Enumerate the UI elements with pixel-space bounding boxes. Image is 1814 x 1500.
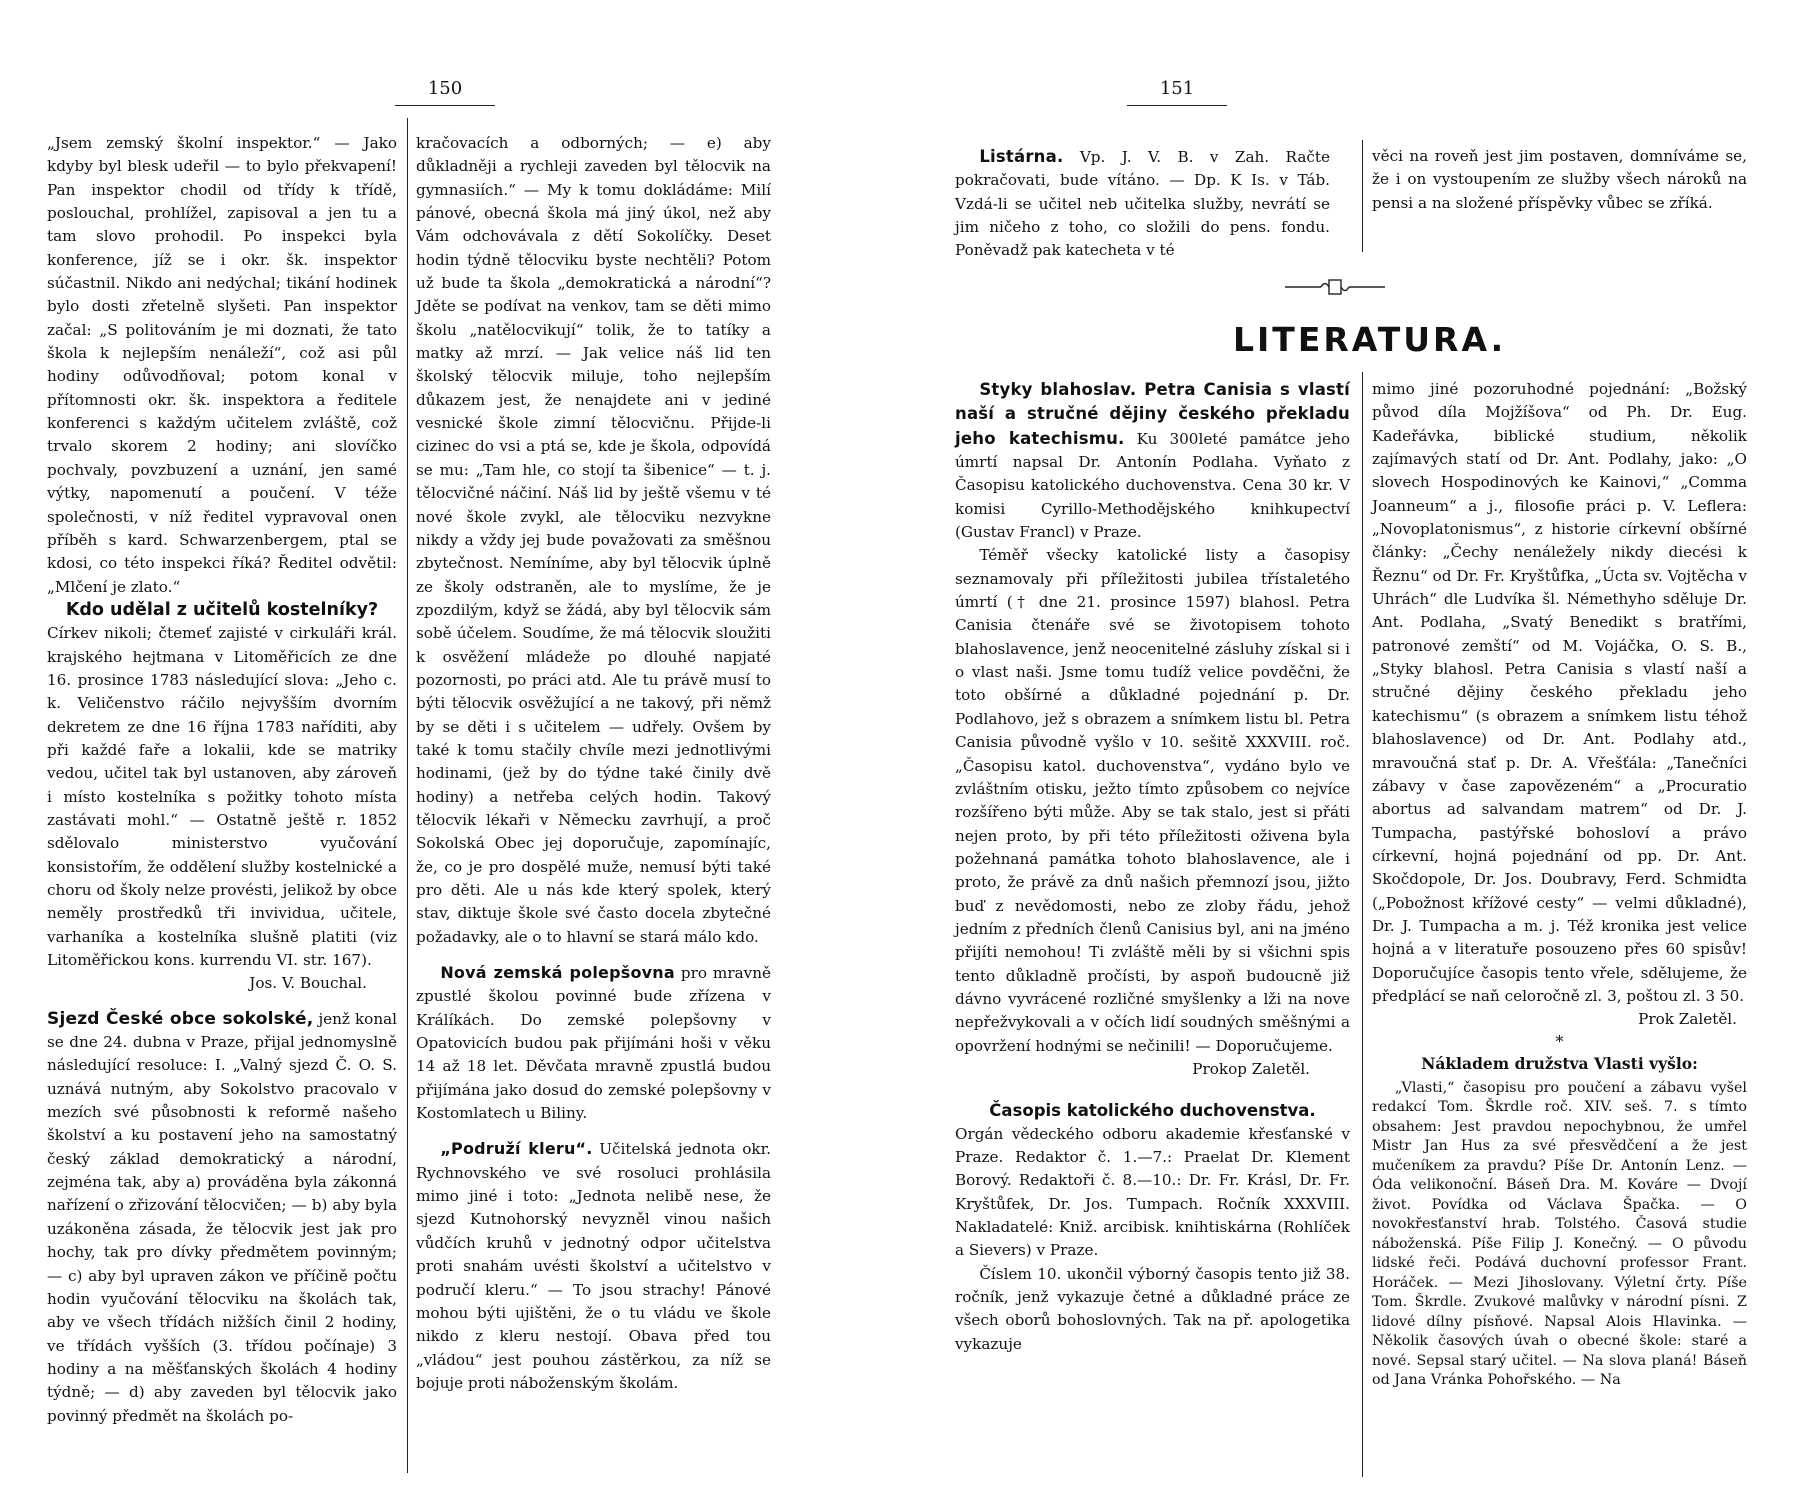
paragraph-listarna-text: Vp. J. V. B. v Zah. Račte pokračovati, bude vítáno. — Dp. K Is. v Táb. Vzdá-li se učitel neb učitelka služby, nevrátí se jim ničeho z toho, co složili do pens. fondu. Poněvadž pak katecheta v té (955, 148, 1330, 260)
column-divider (1362, 140, 1363, 252)
paragraph-vlasti: „Vlasti,“ časopisu pro poučení a zábavu vyšel redakcí Tom. Škrdle roč. XIV. seš. 7. s tímto obsahem: Jest pravdou nepochybnou, že umřel Mistr Jan Hus za své přesvědčení a že jest mučeníkem za pravdu? Píše Dr. Antonín Lenz. — Óda velikonoční. Báseň Dra. M. Kováre — Dvojí život. Povídka od Václava Špačka. — O novokřesťanství hrab. Tolstého. Časová studie náboženská. Píše Filip J. Konečný. — O původu lidské řeči. Podává duchovní professor Frant. Horáček. — Mezi Jihoslovany. Výletní črty. Píše Tom. Škrdle. Zvukové malůvky v národní písni. Z lidové dílny písňové. Napsal Alois Hlavinka. — Několik časových úvah o obecné škole: staré a nové. Sepsal starý učitel. — Na slova planá! Báseň od Jana Vránka Pohořského. — Na (1372, 1079, 1747, 1389)
paragraph-canisius-review: Téměř všecky katolické listy a časopisy seznamovaly při příležitosti jubilea třístaletého úmrtí († dne 21. prosince 1597) blahosl. Petra Canisia čtenáře své se životopisem tohoto blahoslavence, jenž neocenitelné zásluhy získal si i o vlast naši. Jsme tomu tudíž velice povděčni, že toto obšírné a důkladné pojednání p. Dr. Podlahovo, jež s obrazem a snímkem listu bl. Petra Canisia původně vyšlo v 10. sešitě XXXVIII. roč. „Časopisu katol. duchovenstva“, vydáno bylo ve zvláštním otisku, ježto tímto způsobem co nejvíce rozšířeno býti může. Aby se tak stalo, jest si přáti nejen proto, by při této příležitosti oživena byla požehnaná památka tohoto blahoslavence, ale i proto, že právě za dnů našich přemnozí jsou, jižto buď z nevědomosti, nebo ze zloby řádu, jehož jedním z předních členů Canisius byl, ani na jméno přijíti nemohou! Ti zvláště měli by si všichni spis tento důkladně pročísti, by aspoň budoucně již dávno vyvrácené rozličné smyšlenky a lži na nove nepřežvykovali a v očích lidí soudných směšnými a opovržení hodnými se nečinili! — Doporučujeme. (955, 546, 1350, 1055)
spacer (416, 1125, 771, 1137)
paragraph-sokol-text: jenž konal se dne 24. dubna v Praze, přijal jednomyslně následující resoluce: I. „Valný sjezd Č. O. S. uznává nutným, aby Sokolstvo pracovalo v mezích své působnosti k reformě našeho školství a ku postavení jeho na samostatný český základ demokratický a národní, zejména tak, aby a) prováděna byla zákonná nařízení o zřizování tělocvičen; — b) aby byla uzákoněna zásada, že tělocvik jest jak pro hochy, tak pro dívky předmětem povinným; — c) aby byl upraven zákon ve příčině počtu hodin vyučování tělocviku na školách tak, aby ve všech třídách nižších činil 2 hodiny, ve třídách vyšších (3. třídou počínaje) 3 hodiny a na měšťanských školách 4 hodiny týdně; — d) aby zaveden byl tělocvik jako povinný předmět na školách po- (47, 1009, 398, 1425)
paragraph-casopis-review: Číslem 10. ukončil výborný časopis tento již 38. ročník, jenž vykazuje četné a důkladné práce ze všech oborů bohoslovných. Tak na př. apologetika vykazuje (955, 1264, 1350, 1353)
heading-naklad: Nákladem družstva Vlasti vyšlo: (1421, 1053, 1698, 1073)
paragraph-canisius-intro: Ku 300leté památce jeho úmrtí napsal Dr. Antonín Podlaha. Vyňato z Časopisu katolického duchovenstva. Cena 30 kr. V komisi Cyrillo-Methodějského knihkupectví (Gustav Francl) v Praze. (955, 429, 1351, 542)
signature-zaletel: Prokop Zaletěl. (1192, 1059, 1310, 1078)
heading-sokol: Sjezd České obce sokolské, (47, 1008, 314, 1029)
paragraph-inspector: „Jsem zemský školní inspektor.“ — Jako kdyby byl blesk udeřil — to bylo překvapení! Pan inspektor chodil od třídy k třídě, poslouchal, prohlížel, zapisoval a jen tu a tam slovo prohodil. Po inspekci byla konference, jíž se i okr. šk. inspektor súčastnil. Nikdo ani nedýchal; tikání hodinek bylo dosti zřetelně slyšeti. Pan inspektor začal: „S politováním je mi doznati, že tato škola k nejlepším nenáleží“, což asi půl hodiny odůvodňoval; potom konal v přítomnosti okr. šk. inspektora a ředitele konferenci s každým učitelem zvláště, což trvalo skorem 2 hodiny; ani slovíčko pochvaly, povzbuzení a uznání, jen samé výtky, napomenutí a poučení. V téže společnosti, v níž ředitel vypravoval onen příběh s kard. Schwarzenbergem, ptal se kdosi, co této inspekci říká? Ředitel odvětil: „Mlčení je zlato.“ (47, 134, 397, 596)
spacer (955, 1081, 1350, 1099)
heading-podruzi: „Podruží kleru“. (440, 1139, 593, 1159)
heading-kostelniky: Kdo udělal z učitelů kostelníky? (65, 599, 379, 620)
right-column-2 (1372, 378, 1747, 1391)
heading-canisius: Styky blahoslav. Petra Canisia s vlastí naší a stručné dějiny českého překladu jeho katechismu. (955, 380, 1350, 448)
column-divider (407, 118, 408, 1473)
listarna-column-1 (955, 145, 1330, 263)
paragraph-canisius (955, 378, 1350, 544)
paragraph-sokol (47, 1008, 397, 1428)
heading-polepsovna: Nová zemská polepšovna (440, 963, 675, 983)
paragraph-podruzi (416, 1137, 771, 1395)
signature-bouchal: Jos. V. Bouchal. (249, 974, 367, 993)
asterisk-separator: * (1555, 1031, 1564, 1051)
spacer (416, 949, 771, 961)
spacer (47, 996, 397, 1008)
paragraph-polepsovna-text: pro mravně zpustlé školou povinné bude zřízena v Králíkách. Do zemské polepšovny v Opatovicích budou pak přijímáni hoši v věku 14 až 18 let. Děvčata mravně zpustlá budou přijímána jako dosud do zemské polepšovny v Kostomlatech u Biliny. (416, 964, 771, 1123)
paragraph-listarna (955, 145, 1330, 263)
signature-prok-zaletel: Prok Zaletěl. (1638, 1010, 1737, 1029)
section-title-literatura: LITERATURA. (1233, 320, 1507, 359)
paragraph-listarna-cont: věci na roveň jest jim postaven, domníváme se, že i on vystoupením ze služby všech nároků na pensi a na složené příspěvky vůbec se zříká. (1372, 147, 1747, 212)
ornament-divider (1285, 276, 1385, 298)
paragraph-casopis: Orgán vědeckého odboru akademie křesťanské v Praze. Redaktor č. 1.—7.: Praelat Dr. Klement Borový. Redaktoři č. 8.—10.: Dr. Fr. Krásl, Dr. Fr. Kryštůfek, Dr. Jos. Tumpach. Ročník XXXVIII. Nakladatelé: Kniž. arcibisk. knihtiskárna (Rohlíček a Sievers) v Praze. (955, 1124, 1350, 1260)
paragraph-casopis-cont: mimo jiné pozoruhodné pojednání: „Božský původ díla Mojžíšova“ od Ph. Dr. Eug. Kadeřávka, biblické studium, několik zajímavých statí od Dr. Ant. Podlahy, jako: „O slovech Hospodinových ke Kainovi,“ „Comma Joanneum“ a j., filosofie práci p. V. Leflera: „Novoplatonismus“, z historie církevní obšírné články: „Čechy nenáležely nikdy diecési k Řeznu“ od Dr. Fr. Kryštůfka, „Úcta sv. Vojtěcha v Uhrách“ dle Ludvíka šl. Némethyho sděluje Dr. Ant. Podlaha, „Svatý Benedikt s bratřími, patronové zemští“ od M. Vojáčka, O. S. B., „Styky blahosl. Petra Canisia s vlastí naší a stručné dějiny českého překladu jeho katechismu“ (s obrazem a snímkem listu téhož blahoslavence) od Dr. Ant. Podlahy atd., mravoučná stať p. Dr. A. Vřešťála: „Tanečníci zábavy v čase zapovězeném“ a „Procuratio abortus ad salvandam matrem“ od Dr. J. Tumpacha, pastýřské bohosloví a právo církevní, hojná pojednání od pp. Dr. Ant. Skočdopole, Dr. Jos. Doubravy, Ferd. Schmidta („Pobožnost křížové cesty“ — velmi důkladné), Dr. J. Tumpacha a m. j. Též kronika jest velice hojná a v literatuře posouzeno přes 60 spisův! Doporučujíce časopis tento vřele, sdělujeme, že předplácí se naň celoročně zl. 3, poštou zl. 3 50. (1372, 380, 1747, 1005)
paragraph-telocvik: kračovacích a odborných; — e) aby důkladněji a rychleji zaveden byl tělocvik na gymnasiích.“ — My k tomu dokládáme: Milí pánové, obecná škola má jiný úkol, než aby Vám odchovávala z dětí Sokolíčky. Deset hodin týdně tělocviku byste nechtěli? Potom už bude ta škola „demokratická a národní“? Jděte se podívat na venkov, tam se děti mimo školu „natělocvikují“ tolik, že to tatíky a matky až mrzí. — Jak velice náš lid ten školský tělocvik miluje, toho nejlepším důkazem jest, že nenajdete ani v jediné vesnické škole zimní tělocvičnu. Přijde-li cizinec do vsi a ptá se, kde je škola, odpovídá se mu: „Tam hle, co stojí ta šibenice“ — t. j. tělocvičné náčiní. Náš lid by ještě všemu v té nové škole zvykl, ale tělocviku nezvykne nikdy a vždy jej bude považovati za směšnou zbytečnost. Nemíníme, aby byl tělocvik úplně ze školy odstraněn, ale to myslíme, že je zpozdilým, když se žádá, aby byl tělocvik sám sobě účelem. Soudíme, že má tělocvik sloužiti k osvěžení mládeže po dlouhé napjaté pozornosti, po práci atd. Ale tu právě musí to býti tělocvik osvěžující a ne takový, při němž by se děti i s učitelem — udřely. Ovšem by také k tomu stačily chvíle mezi jednotlivými hodinami, (jež by do týdne také činily dvě hodiny) a netřeba celých hodin. Takový tělocvik lékaři v Německu zavrhují, a proč Sokolská Obec jej doporučuje, zapomínajíc, že, co je pro dospělé muže, nemusí býti také pro děti. Ale u nás kde který spolek, který stav, diktuje škole své často docela zbytečné požadavky, ale o to hlavní se stará málo kdo. (416, 134, 771, 946)
paragraph-polepsovna (416, 961, 771, 1125)
page-number: 151 (1127, 78, 1227, 106)
heading-listarna: Listárna. (979, 147, 1064, 166)
left-column-2 (416, 132, 771, 1395)
paragraph-podruzi-text: Učitelská jednota okr. Rychnovského ve své rosoluci prohlásila mimo jiné i toto: „Jednota nelibě nese, že sjezd Kutnohorský nevyzněl vinou našich vůdčích kruhů v jednotný odpor učitelstva proti snahám uvésti školství a učitelstvo v područí kleru.“ — To jsou strachy! Pánové mohou býti ujištěni, že o tu vládu ve škole nikdo z kleru nestojí. Obava před tou „vládou“ jest pouhou zástěrkou, za níž se bojuje proti náboženským školám. (416, 1140, 771, 1392)
paragraph-kostelniky: Církev nikoli; čtemeť zajisté v cirkuláři král. krajského hejtmana v Litoměřicích ze dne 16. prosince 1783 následující slova: „Jeho c. k. Veličenstvo ráčilo nejvyšším dvorním dekretem ze dne 16 října 1783 naříditi, aby při každé faře a lokalii, kde se matriky vedou, učitel tak byl ustanoven, aby zároveň i místo kostelníka s požitky tohoto místa zastávati mohl.“ — Ostatně ještě r. 1852 sdělovalo ministerstvo vyučování konsistořím, že oddělení služby kostelnické a choru od školy nelze provésti, jelikož by obce neměly prostředků tři invividua, učitele, varhaníka a kostelníka slušně platiti (viz Litoměřickou kons. kurrendu VI. str. 167). (47, 624, 397, 970)
page-number: 150 (395, 78, 495, 106)
left-column-1 (47, 132, 397, 1428)
heading-casopis: Časopis katolického duchovenstva. (989, 1101, 1316, 1121)
listarna-column-2 (1372, 145, 1747, 215)
right-column-1 (955, 378, 1350, 1356)
column-divider (1362, 372, 1363, 1477)
